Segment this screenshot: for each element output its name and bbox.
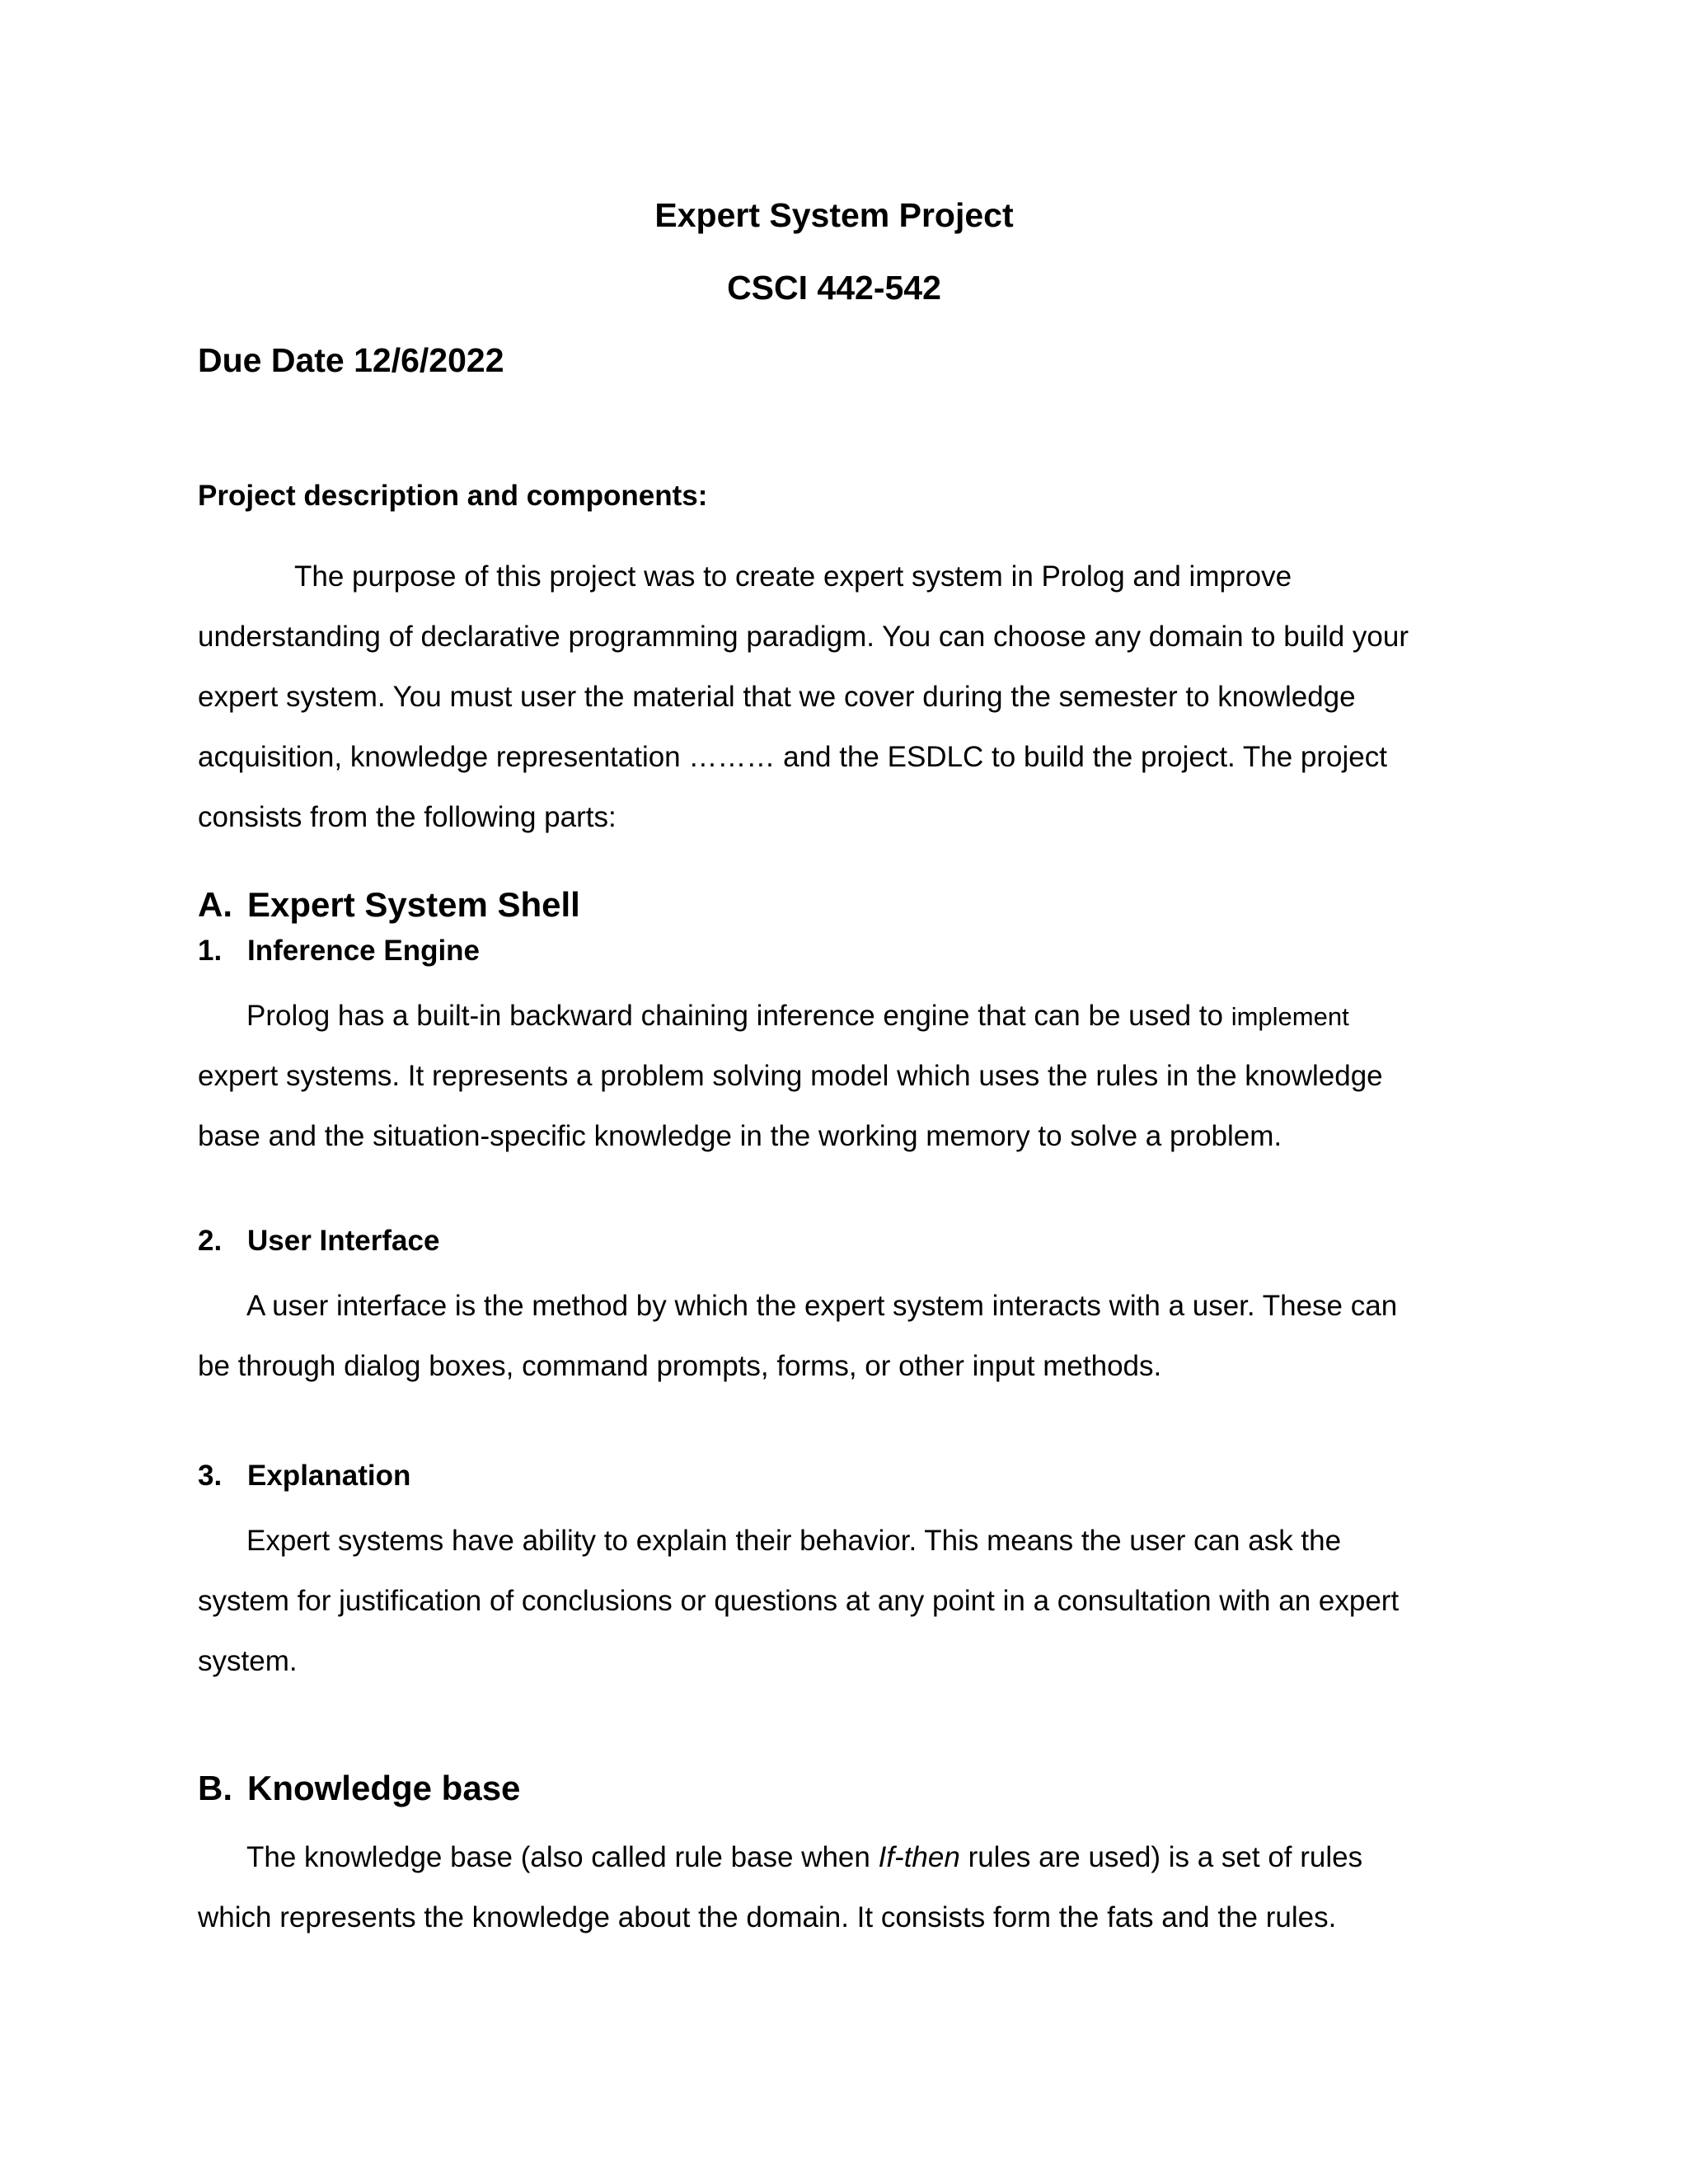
- section-b-heading: [198, 1769, 520, 1808]
- item-1-line-3: base and the situation-specific knowledge in the working memory to solve a problem.: [198, 1120, 1282, 1152]
- item-1-marker: 1.: [198, 935, 223, 967]
- document-title: Expert System Project: [654, 196, 1014, 234]
- item-3-line-1: Expert systems have ability to explain their behavior. This means the user can ask the: [246, 1525, 1342, 1557]
- item-2-marker: 2.: [198, 1225, 223, 1257]
- item-2-heading: [198, 1225, 439, 1258]
- project-description-heading: Project description and components:: [198, 480, 708, 512]
- section-a-heading: [198, 885, 580, 925]
- intro-line-2: understanding of declarative programming paradigm. You can choose any domain to build your: [198, 621, 1409, 653]
- item-1-line-1-text: Prolog has a built-in backward chaining inference engine that can be used to: [246, 1000, 1223, 1032]
- section-a-marker: A.: [198, 885, 232, 924]
- intro-line-3: expert system. You must user the material that we cover during the semester to knowledge: [198, 681, 1356, 713]
- section-b-marker: B.: [198, 1769, 232, 1807]
- section-b-line-1-italic: If-then: [878, 1841, 960, 1873]
- item-3-line-2: system for justification of conclusions or questions at any point in a consultation with an expert: [198, 1585, 1400, 1617]
- item-3-line-3: system.: [198, 1645, 298, 1677]
- item-3-title: Explanation: [247, 1460, 411, 1492]
- item-1-line-1-small: implement: [1231, 1002, 1349, 1031]
- course-code: CSCI 442-542: [727, 269, 941, 307]
- item-3-heading: [198, 1460, 410, 1493]
- item-2-line-2: be through dialog boxes, command prompts, forms, or other input methods.: [198, 1350, 1162, 1382]
- section-b-title: Knowledge base: [247, 1769, 521, 1807]
- intro-line-1: The purpose of this project was to create expert system in Prolog and improve: [294, 560, 1292, 593]
- section-b-line-1-pre: The knowledge base (also called rule base when: [246, 1841, 870, 1873]
- item-3-marker: 3.: [198, 1460, 223, 1492]
- section-b-line-1-post: rules are used) is a set of rules: [968, 1841, 1363, 1873]
- item-1-line-1: [246, 1000, 1349, 1033]
- intro-line-4: acquisition, knowledge representation ……… and the ESDLC to build the project. The project: [198, 741, 1387, 773]
- item-1-line-2: expert systems. It represents a problem solving model which uses the rules in the knowledge: [198, 1060, 1383, 1092]
- item-1-heading: [198, 935, 480, 968]
- item-2-line-1: A user interface is the method by which the expert system interacts with a user. These can: [246, 1290, 1398, 1322]
- item-1-title: Inference Engine: [247, 935, 481, 967]
- intro-line-5: consists from the following parts:: [198, 801, 617, 833]
- section-b-line-1: [246, 1841, 1362, 1874]
- section-a-title: Expert System Shell: [247, 885, 580, 924]
- section-b-line-2: which represents the knowledge about the domain. It consists form the fats and the rules.: [198, 1901, 1337, 1933]
- due-date: Due Date 12/6/2022: [198, 341, 504, 379]
- item-2-title: User Interface: [247, 1225, 440, 1257]
